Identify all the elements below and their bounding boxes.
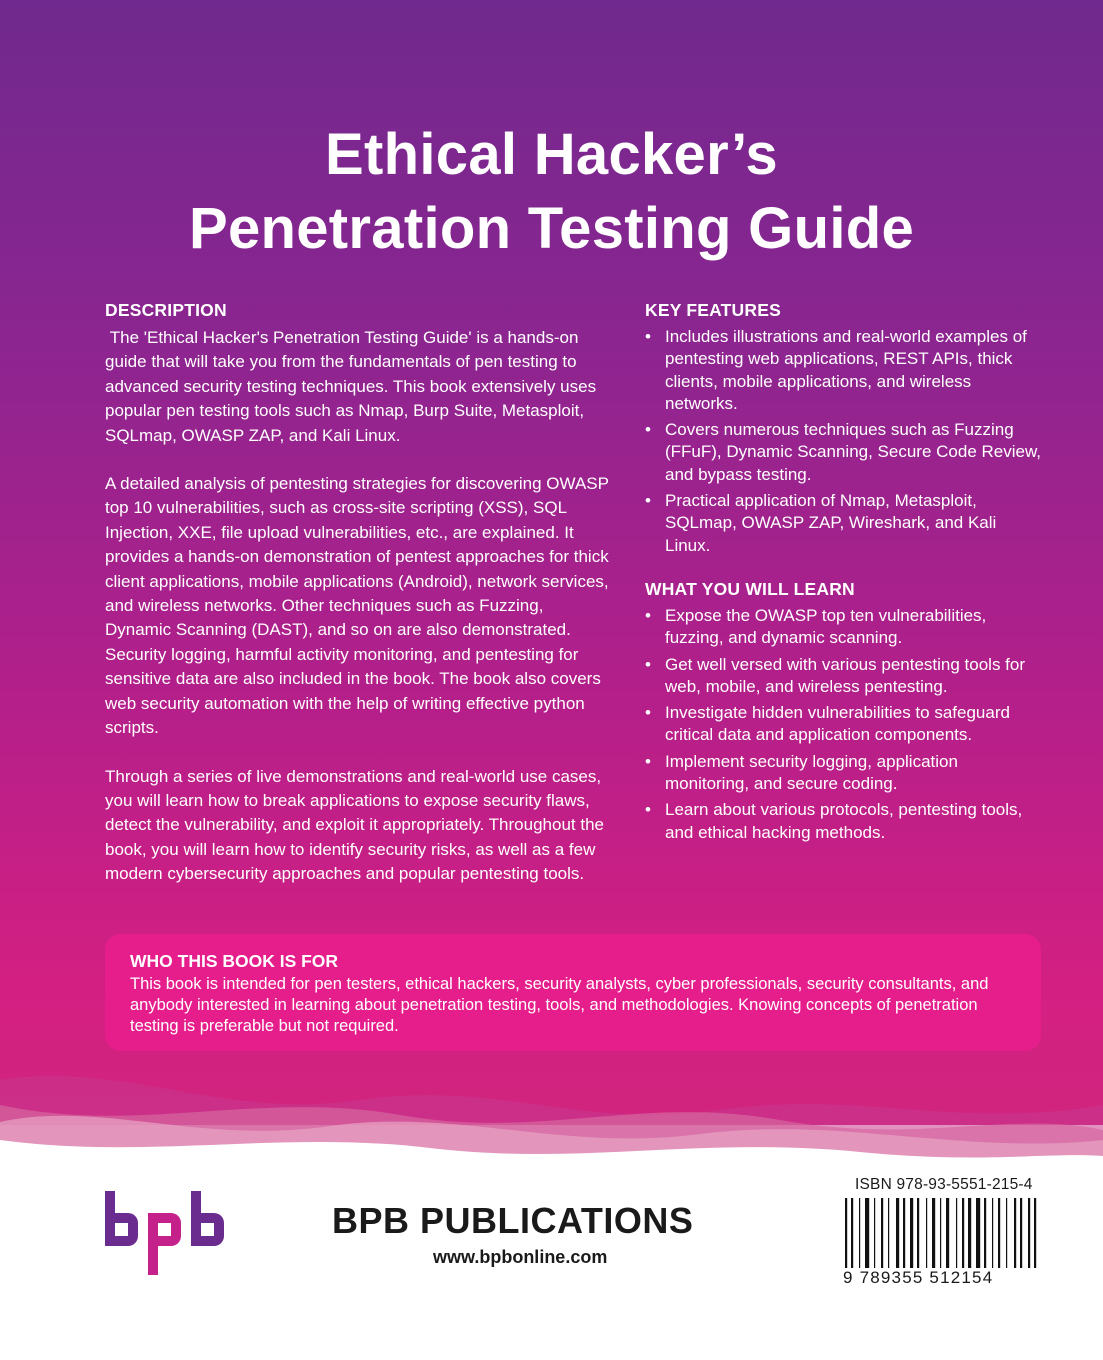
bpb-logo-icon [105, 1191, 232, 1275]
learn-item: • Expose the OWASP top ten vulnerabilities, fuzzing, and dynamic scanning. [645, 605, 1045, 650]
barcode-bar [859, 1198, 860, 1268]
footer [0, 1170, 1103, 1360]
description-paragraph-1: The 'Ethical Hacker's Penetration Testing Guide' is a hands-on guide that will take you from the fundamentals of pen testing to advanced security testing techniques. This book extensively uses popular pen testing tools such as Nmap, Burp Suite, Metasploit, SQLmap, OWASP ZAP, and Kali Linux. [105, 328, 601, 445]
barcode-bar [1006, 1198, 1007, 1268]
what-you-will-learn-heading: WHAT YOU WILL LEARN [645, 578, 855, 599]
barcode-bar [917, 1198, 919, 1268]
key-features-heading: KEY FEATURES [645, 300, 781, 320]
barcode-bar [984, 1198, 986, 1268]
barcode-bar [1014, 1198, 1016, 1268]
barcode-bar [851, 1198, 853, 1268]
barcode-bar [962, 1198, 964, 1268]
key-feature-item: • Practical application of Nmap, Metasploit, SQLmap, OWASP ZAP, Wireshark, and Kali Linux. [645, 490, 1045, 557]
barcode-bar [845, 1198, 847, 1268]
book-title [0, 118, 1103, 266]
key-feature-item: • Includes illustrations and real-world examples of pentesting web applications, REST APIs, thick clients, mobile applications, and wireless networks. [645, 326, 1045, 415]
barcode-bar [976, 1198, 980, 1268]
description-paragraph-3: Through a series of live demonstrations and real-world use cases, you will learn how to break applications to expose security flaws, detect the vulnerability, and exploit it appropriately. Throughout the book, you will learn how to identify security risks, as well as a few modern cybersecurity approaches and popular pentesting tools. [105, 766, 604, 884]
features-column [645, 298, 1045, 848]
barcode-icon [843, 1198, 1064, 1268]
key-features-list [645, 326, 1045, 557]
what-you-will-learn-list [645, 605, 1045, 844]
learn-item: • Implement security logging, application monitoring, and secure coding. [645, 751, 1045, 796]
barcode-bar [865, 1198, 869, 1268]
book-title-line-1: Ethical Hacker’s [325, 122, 778, 187]
barcode-bar [1020, 1198, 1022, 1268]
barcode-bar [881, 1198, 883, 1268]
who-this-book-is-for-box [105, 934, 1041, 1051]
barcode-bar [998, 1198, 1000, 1268]
barcode-digits: 9 789355 512154 [843, 1268, 994, 1287]
who-this-book-is-for-heading: WHO THIS BOOK IS FOR [130, 951, 339, 971]
book-title-line-2: Penetration Testing Guide [188, 196, 915, 261]
learn-item: • Learn about various protocols, pentesting tools, and ethical hacking methods. [645, 799, 1045, 844]
barcode-bar [1028, 1198, 1030, 1268]
isbn-label: ISBN 978-93-5551-215-4 [855, 1176, 1033, 1193]
learn-item: • Get well versed with various pentesting tools for web, mobile, and wireless pentesting. [645, 654, 1045, 699]
barcode-bar [1034, 1198, 1036, 1268]
description-paragraph-2: A detailed analysis of pentesting strategies for discovering OWASP top 10 vulnerabilities, such as cross-site scripting (XSS), SQL Injection, XXE, file upload vulnerabilities, etc., are explained. It provides a hands-on demonstration of pentest approaches for thick client applications, mobile applications (Android), network services, and wireless networks. Other techniques such as Fuzzing, Dynamic Scanning (DAST), and so on are also demonstrated. Security logging, harmful activity monitoring, and pentesting for sensitive data are also included in the book. The book also covers web security automation with the help of writing effective python scripts. [105, 474, 609, 738]
barcode-bar [968, 1198, 971, 1268]
barcode-bar [956, 1198, 957, 1268]
barcode-bar [992, 1198, 993, 1268]
barcode-bar [903, 1198, 905, 1268]
publisher-name: BPB PUBLICATIONS [332, 1200, 694, 1241]
barcode-bar [926, 1198, 927, 1268]
barcode-bar [896, 1198, 899, 1268]
description-heading: DESCRIPTION [105, 300, 227, 320]
who-this-book-is-for-text: This book is intended for pen testers, ethical hackers, security analysts, cyber professionals, security consultants, and anybody interested in learning about penetration testing, tools, and methodologies. Knowing concepts of penetration testing is preferable but not required. [130, 975, 989, 1035]
barcode-bar [940, 1198, 941, 1268]
barcode-bar [888, 1198, 889, 1268]
barcode-bar [910, 1198, 913, 1268]
barcode-bar [946, 1198, 949, 1268]
decorative-waves [0, 1060, 1103, 1170]
learn-item: • Investigate hidden vulnerabilities to safeguard critical data and application components. [645, 702, 1045, 747]
description-section [105, 298, 610, 911]
key-feature-item: • Covers numerous techniques such as Fuzzing (FFuF), Dynamic Scanning, Secure Code Review, and bypass testing. [645, 419, 1045, 486]
barcode-bar [874, 1198, 875, 1268]
publisher-website: www.bpbonline.com [433, 1247, 608, 1267]
barcode-bar [932, 1198, 935, 1268]
